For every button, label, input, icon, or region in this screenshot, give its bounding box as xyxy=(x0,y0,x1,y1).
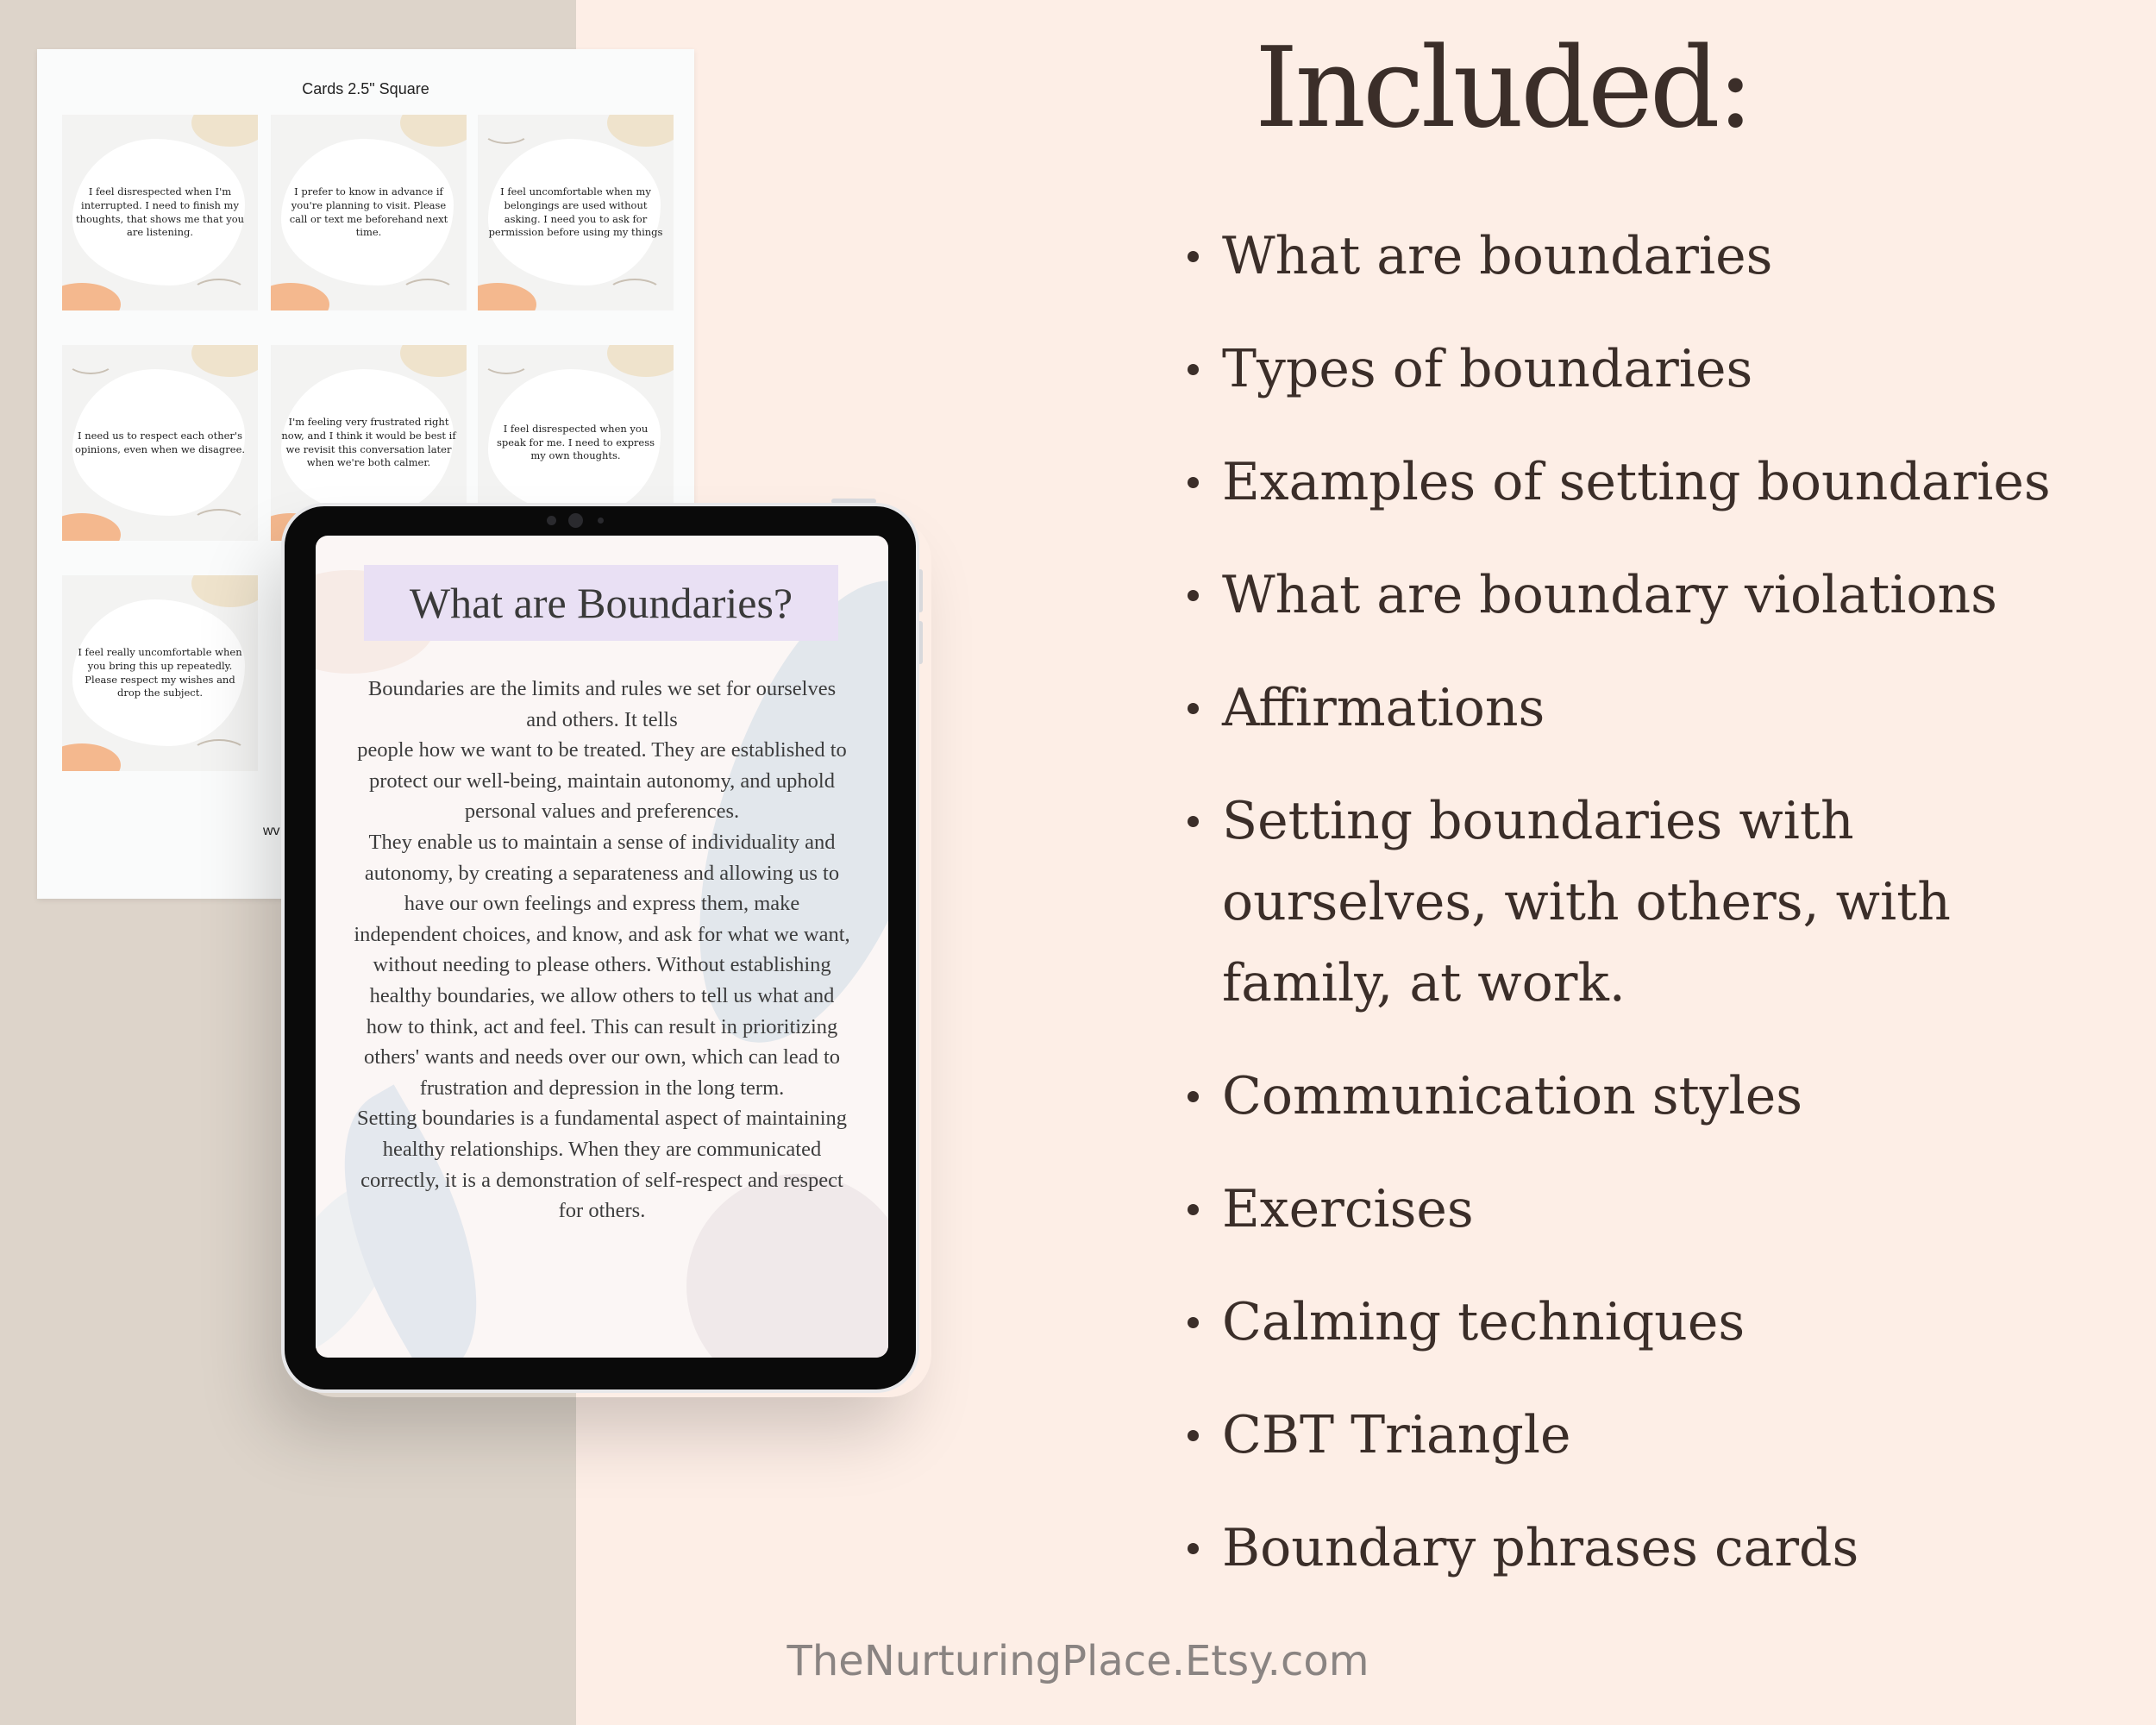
shop-url: TheNurturingPlace.Etsy.com xyxy=(787,1637,1369,1685)
tablet-screen xyxy=(316,536,888,1358)
bullet-icon xyxy=(1188,1543,1199,1554)
phrase-card-text: I feel really uncomfortable when you bring this up repeatedly. Please respect my wishes and drop the subject. xyxy=(78,646,242,699)
list-item xyxy=(1181,329,2128,410)
phrase-card xyxy=(62,115,258,310)
list-item-label: Affirmations xyxy=(1222,678,1545,738)
bullet-icon xyxy=(1188,703,1199,714)
sheet-footer-text: wv xyxy=(263,824,280,838)
bullet-icon xyxy=(1188,364,1199,375)
phrase-card-text: I'm feeling very frustrated right now, and I think it would be best if we revisit this conversation later when we're both calmer. xyxy=(281,416,456,469)
phrase-card-text: I need us to respect each other's opinions, even when we disagree. xyxy=(74,429,246,455)
list-item xyxy=(1181,668,2128,749)
screen-title: What are Boundaries? xyxy=(409,579,793,627)
bullet-icon xyxy=(1188,1430,1199,1441)
bullet-icon xyxy=(1188,1204,1199,1215)
phrase-card xyxy=(478,115,674,310)
sheet-title: Cards 2.5" Square xyxy=(302,80,429,97)
tablet-sensor-icon xyxy=(598,518,604,524)
list-item-label: Boundary phrases cards xyxy=(1222,1518,1859,1578)
list-item-label: Examples of setting boundaries xyxy=(1222,452,2051,512)
list-item xyxy=(1181,1056,2128,1137)
list-item xyxy=(1181,216,2128,297)
phrase-card-text: I feel disrespected when you speak for me. I need to express my own thoughts. xyxy=(496,423,655,462)
list-item-label: Communication styles xyxy=(1222,1066,1803,1126)
phrase-card-text: I feel disrespected when I'm interrupted. I need to finish my thoughts, that shows me that you are listening. xyxy=(75,185,245,239)
list-item xyxy=(1181,555,2128,636)
list-item-label: CBT Triangle xyxy=(1222,1405,1571,1465)
list-item xyxy=(1181,781,2128,1024)
bullet-icon xyxy=(1188,816,1199,827)
bullet-icon xyxy=(1188,1317,1199,1328)
list-item xyxy=(1181,1508,2128,1589)
bullet-icon xyxy=(1188,477,1199,488)
list-item xyxy=(1181,1169,2128,1250)
list-item xyxy=(1181,442,2128,523)
phrase-card xyxy=(62,345,258,541)
included-list xyxy=(1181,216,2128,1621)
included-heading: Included: xyxy=(1255,24,1751,153)
list-item-label: Setting boundaries with ourselves, with others, with family, at work. xyxy=(1222,791,1951,1013)
list-item xyxy=(1181,1395,2128,1476)
list-item-label: What are boundaries xyxy=(1222,226,1773,286)
phrase-card-text: I prefer to know in advance if you're planning to visit. Please call or text me beforehand next time. xyxy=(289,185,448,239)
phrase-card xyxy=(62,575,258,771)
list-item-label: Types of boundaries xyxy=(1222,339,1753,399)
phrase-card-text: I feel uncomfortable when my belongings are used without asking. I need you to ask for permission before using my things xyxy=(488,185,663,239)
list-item-label: Exercises xyxy=(1222,1179,1474,1239)
list-item-label: Calming techniques xyxy=(1222,1292,1745,1352)
bullet-icon xyxy=(1188,1091,1199,1102)
phrase-card xyxy=(271,115,467,310)
tablet-camera-icon xyxy=(568,513,583,528)
tablet-sensor-icon xyxy=(547,516,556,525)
bullet-icon xyxy=(1188,590,1199,601)
screen-body-text: Boundaries are the limits and rules we set for ourselves and others. It tells people how we want to be treated. They are established to protect our well-being, maintain autonomy, and uphold personal values and preferences. They enable us to maintain a sense of individuality and autonomy, by creating a separateness and allowing us to have our own feelings and express them, make independent choices, and know, and ask for what we want, without needing to please others. Without establishing healthy boundaries, we allow others to tell us what and how to think, act and feel. This can result in prioritizing others' wants and needs over our own, which can lead to frustration and depression in the long term. Setting boundaries is a fundamental aspect of maintaining healthy relationships. When they are communicated correctly, it is a demonstration of self-respect and respect for others. xyxy=(354,677,850,1223)
bullet-icon xyxy=(1188,251,1199,262)
list-item-label: What are boundary violations xyxy=(1222,565,1997,625)
list-item xyxy=(1181,1282,2128,1363)
